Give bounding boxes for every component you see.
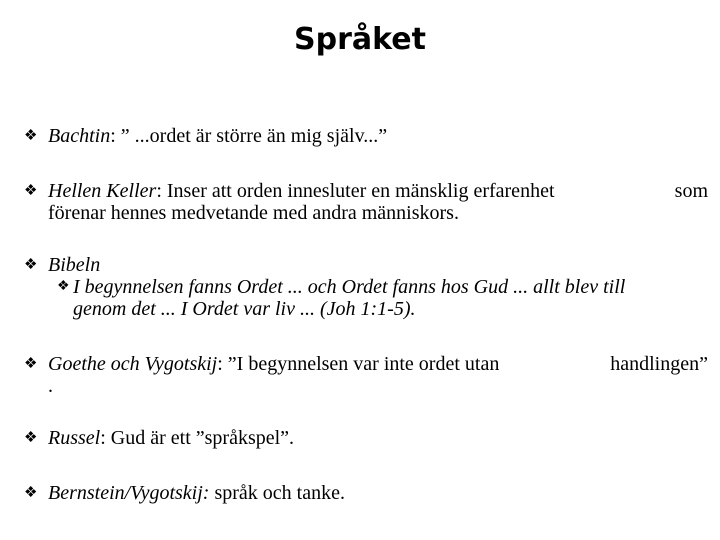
diamond-bullet-icon: ❖ (24, 356, 38, 372)
item-text-end: som (674, 180, 708, 202)
slide-title: Språket (294, 22, 426, 57)
bullet-item-bibeln (24, 254, 708, 320)
item-text-line2: . (48, 375, 53, 397)
item-text-end: handlingen” (610, 353, 708, 375)
sub-bullet-item (57, 276, 708, 320)
item-name: Hellen Keller (48, 180, 157, 202)
bullet-item-goethe (24, 353, 708, 397)
diamond-bullet-icon: ❖ (24, 485, 38, 501)
item-name: Goethe och Vygotskij (48, 353, 218, 375)
item-text: : Gud är ett ”språkspel”. (100, 427, 295, 449)
diamond-bullet-icon: ❖ (24, 128, 38, 144)
bullet-item-bernstein (24, 482, 708, 504)
sub-item-text-line1: I begynnelsen fanns Ordet ... och Ordet fanns hos Gud ... allt blev till (73, 276, 626, 298)
diamond-bullet-icon: ❖ (24, 183, 38, 199)
bullet-item-russel (24, 427, 708, 449)
item-text: : ”I begynnelsen var inte ordet utan (217, 353, 500, 375)
item-name: Russel (48, 427, 101, 449)
item-text: språk och tanke. (209, 482, 345, 504)
diamond-bullet-icon: ❖ (57, 279, 70, 294)
bullet-item-bachtin (24, 125, 708, 147)
bullet-item-keller (24, 180, 708, 224)
item-text: : ” ...ordet är större än mig själv...” (110, 125, 388, 147)
sub-item-text-line2: genom det ... I Ordet var liv ... (Joh 1:1-5). (73, 298, 416, 320)
item-name: Bibeln (48, 254, 101, 276)
item-name: Bernstein/Vygotskij: (48, 482, 210, 504)
item-text: : Inser att orden innesluter en mänsklig erfarenhet (156, 180, 555, 202)
diamond-bullet-icon: ❖ (24, 430, 38, 446)
diamond-bullet-icon: ❖ (24, 257, 38, 273)
item-name: Bachtin (48, 125, 111, 147)
item-text-line2: förenar hennes medvetande med andra människors. (48, 202, 459, 224)
